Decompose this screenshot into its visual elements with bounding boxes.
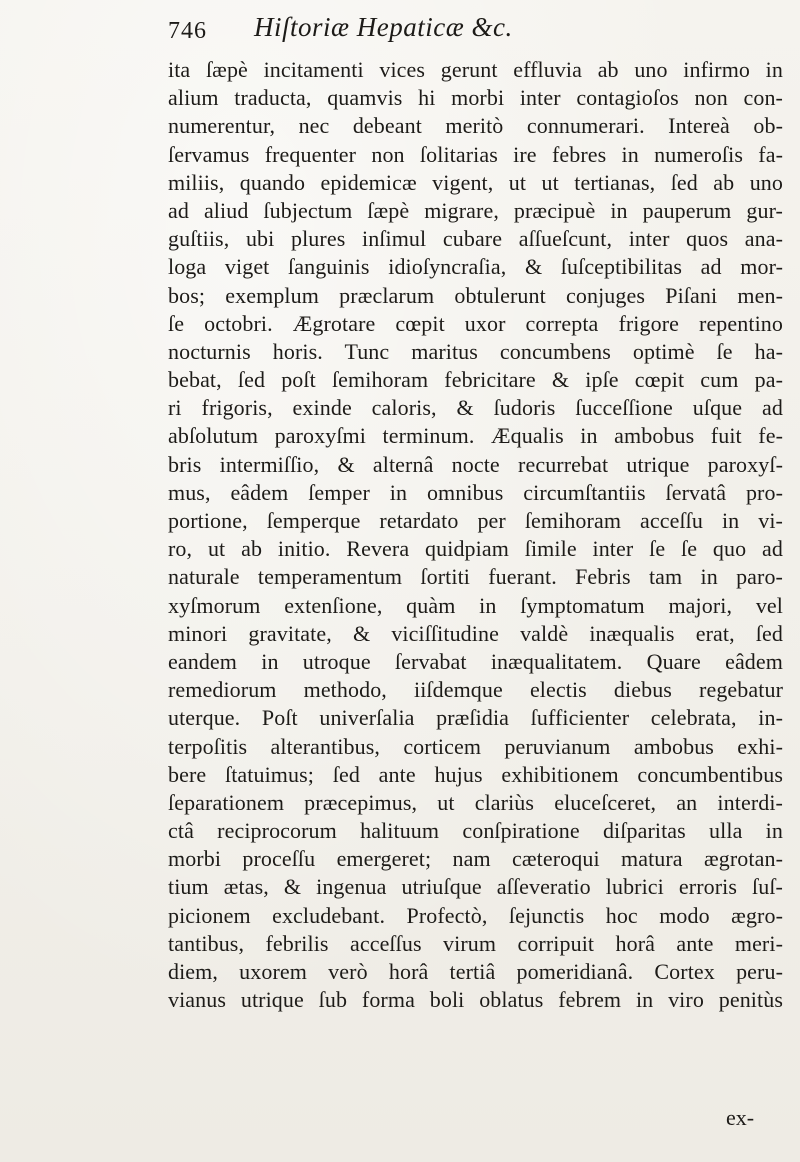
- text-line: ſeparationem præcepimus, ut clariùs eluceſceret, an interdi-: [168, 789, 783, 815]
- page-header: [168, 4, 768, 44]
- catchword: ex-: [726, 1105, 755, 1130]
- text-line: picionem excludebant. Profectò, ſejunctis hoc modo ægro-: [168, 902, 783, 928]
- text-line: vianus utrique ſub forma boli oblatus febrem in viro penitùs: [168, 987, 783, 1013]
- text-line: ſervamus frequenter non ſolitarias ire febres in numeroſis fa-: [168, 141, 783, 167]
- text-line: portione, ſemperque retardato per ſemihoram acceſſu in vi-: [168, 508, 783, 533]
- text-line: ad aliud ſubjectum ſæpè migrare, præcipuè in pauperum gur-: [168, 197, 783, 223]
- text-line: nocturnis horis. Tunc maritus concumbens optimè ſe ha-: [168, 338, 783, 364]
- text-line: bere ſtatuimus; ſed ante hujus exhibitionem concumbentibus: [168, 761, 783, 787]
- text-line: uterque. Poſt univerſalia præſidia ſufficienter celebrata, in-: [168, 705, 783, 731]
- text-line: ita ſæpè incitamenti vices gerunt effluvia ab uno infirmo in: [168, 57, 783, 82]
- text-line: ſe octobri. Ægrotare cœpit uxor correpta frigore repentino: [168, 310, 783, 336]
- text-line: abſolutum paroxyſmi terminum. Æqualis in ambobus fuit fe-: [168, 423, 783, 449]
- text-line: ri frigoris, exinde caloris, & ſudoris ſucceſſione uſque ad: [168, 395, 783, 421]
- text-line: bebat, ſed poſt ſemihoram febricitare & ipſe cœpit cum pa-: [168, 367, 783, 393]
- text-line: xyſmorum extenſione, quàm in ſymptomatum majori, vel: [168, 592, 783, 618]
- text-line: bos; exemplum præclarum obtulerunt conjuges Piſani men-: [168, 282, 783, 308]
- text-line: tium ætas, & ingenua utriuſque aſſeveratio lubrici erroris ſuſ-: [168, 874, 783, 900]
- text-line: naturale temperamentum ſortiti fuerant. Febris tam in paro-: [168, 564, 783, 590]
- text-line: loga viget ſanguinis idioſyncraſia, & ſuſceptibilitas ad mor-: [168, 254, 783, 280]
- text-line: guſtiis, ubi plures inſimul cubare aſſueſcunt, inter quos ana-: [168, 226, 783, 252]
- text-line: minori gravitate, & viciſſitudine valdè inæqualis erat, ſed: [168, 620, 783, 646]
- text-line: ro, ut ab initio. Revera quidpiam ſimile inter ſe ſe quo ad: [168, 536, 783, 562]
- text-line: tantibus, febrilis acceſſus virum corripuit horâ ante meri-: [168, 930, 783, 956]
- text-line: bris intermiſſio, & alternâ nocte recurrebat utrique paroxyſ-: [168, 451, 783, 477]
- body-text: [168, 56, 783, 1014]
- text-line: numerentur, nec debeant meritò connumerari. Intereà ob-: [168, 113, 783, 139]
- text-line: diem, uxorem verò horâ tertiâ pomeridianâ. Cortex peru-: [168, 959, 783, 984]
- page-number: 746: [168, 18, 207, 44]
- text-line: ctâ reciprocorum halituum conſpiratione diſparitas ulla in: [168, 818, 783, 844]
- text-line: morbi proceſſu emergeret; nam cæteroqui matura ægrotan-: [168, 846, 783, 872]
- running-title: Hiſtoriæ Hepaticæ &c.: [254, 12, 513, 42]
- text-line: mus, eâdem ſemper in omnibus circumſtantiis ſervatâ pro-: [168, 479, 783, 505]
- text-line: remediorum methodo, iiſdemque electis diebus regebatur: [168, 677, 783, 703]
- text-line: eandem in utroque ſervabat inæqualitatem. Quare eâdem: [168, 648, 783, 674]
- text-line: terpoſitis alterantibus, corticem peruvianum ambobus exhi-: [168, 733, 783, 759]
- text-line: alium traducta, quamvis hi morbi inter contagioſos non con-: [168, 85, 783, 111]
- text-line: miliis, quando epidemicæ vigent, ut ut tertianas, ſed ab uno: [168, 169, 783, 195]
